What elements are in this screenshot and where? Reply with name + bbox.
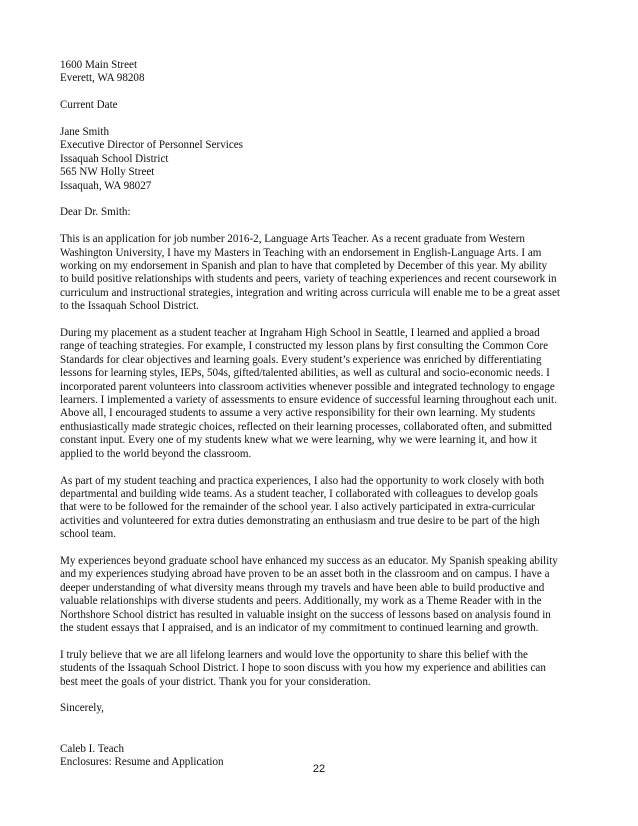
salutation xyxy=(60,206,580,219)
paragraph-4 xyxy=(60,555,580,635)
paragraph-line: My experiences beyond graduate school have enhanced my success as an educator. My Spanish speaking ability xyxy=(60,554,558,567)
paragraph-line: to build positive relationships with students and peers, variety of teaching experiences and recent coursework in xyxy=(60,273,557,286)
paragraph-line: Northshore School district has resulted in valuable insight on the success of lessons based on analysis found in xyxy=(60,608,551,621)
closing xyxy=(60,702,580,715)
recipient-city-state-zip: Issaquah, WA 98027 xyxy=(60,179,152,192)
paragraph-line: applied to the world beyond the classroom. xyxy=(60,447,252,460)
recipient-title: Executive Director of Personnel Services xyxy=(60,139,243,152)
sender-city-state-zip: Everett, WA 98208 xyxy=(60,72,145,85)
paragraph-3 xyxy=(60,475,580,542)
recipient-street: 565 NW Holly Street xyxy=(60,166,155,179)
page-number: 22 xyxy=(312,763,326,775)
paragraph-line: students of the Issaquah School District. I hope to soon discuss with you how my experience and abilities can xyxy=(60,662,546,675)
paragraph-line: working on my endorsement in Spanish and plan to have that completed by December of this year. My ability xyxy=(60,260,548,273)
paragraph-line: curriculum and instructional strategies, integration and writing across curricula will enable me to be a great asset xyxy=(60,286,560,299)
paragraph-line: incorporated parent volunteers into classroom activities whenever possible and integrated technology to engage xyxy=(60,380,555,393)
salutation-text: Dear Dr. Smith: xyxy=(60,206,131,219)
paragraph-line: departmental and building wide teams. As a student teacher, I collaborated with colleagues to develop goals xyxy=(60,487,538,500)
recipient-name: Jane Smith xyxy=(60,126,109,138)
paragraph-line: valuable relationships with diverse students and peers. Additionally, my work as a Theme Reader with in the xyxy=(60,595,542,608)
paragraph-line: range of teaching strategies. For example, I constructed my lesson plans by first consulting the Common Core xyxy=(60,340,549,353)
paragraph-line: learners. I implemented a variety of assessments to ensure evidence of successful learning throughout each unit. xyxy=(60,394,557,407)
recipient-address xyxy=(60,126,580,193)
letter-date xyxy=(60,99,580,112)
enclosures-line: Enclosures: Resume and Application xyxy=(60,755,224,768)
paragraph-line: enthusiastically made strategic choices, reflected on their learning processes, collaborated often, and submitted xyxy=(60,420,552,433)
paragraph-line: During my placement as a student teacher at Ingraham High School in Seattle, I learned and applied a broad xyxy=(60,327,540,340)
paragraph-line: best meet the goals of your district. Thank you for your consideration. xyxy=(60,675,371,688)
paragraph-1 xyxy=(60,233,580,313)
paragraph-line: Above all, I encouraged students to assume a very active responsibility for their own learning. My students xyxy=(60,407,536,420)
paragraph-5 xyxy=(60,649,580,689)
paragraph-2 xyxy=(60,327,580,461)
paragraph-line: lessons for learning styles, IEPs, 504s, gifted/talented abilities, as well as cultural and socio-economic needs. I xyxy=(60,367,550,380)
recipient-organization: Issaquah School District xyxy=(60,152,169,165)
sender-street: 1600 Main Street xyxy=(60,59,138,71)
paragraph-line: that were to be followed for the remainder of the school year. I also actively participated in extra-curricular xyxy=(60,501,535,514)
paragraph-line: the student essays that I appraised, and is an indicator of my commitment to continued learning and growth. xyxy=(60,621,539,634)
paragraph-line: activities and volunteered for extra duties demonstrating an enthusiasm and true desire to be part of the high xyxy=(60,514,540,527)
paragraph-line: deeper understanding of what diversity means through my travels and have been able to build productive and xyxy=(60,581,545,594)
date-text: Current Date xyxy=(60,99,118,112)
paragraph-line: and my experiences studying abroad have proven to be an asset both in the classroom and on campus. I have a xyxy=(60,568,550,581)
sender-address xyxy=(60,59,580,86)
paragraph-line: Washington University, I have my Masters in Teaching with an endorsement in English-Language Arts. I am xyxy=(60,246,542,259)
paragraph-line: I truly believe that we are all lifelong learners and would love the opportunity to share this belief with the xyxy=(60,648,528,661)
paragraph-line: school team. xyxy=(60,528,117,541)
paragraph-line: constant input. Every one of my students knew what we were learning, why we were learning it, and how it xyxy=(60,434,537,447)
letter-body xyxy=(60,59,580,783)
paragraph-line: This is an application for job number 2016-2, Language Arts Teacher. As a recent graduate from Western xyxy=(60,233,525,246)
paragraph-line: to the Issaquah School District. xyxy=(60,300,199,313)
signature-name: Caleb I. Teach xyxy=(60,742,125,755)
paragraph-line: Standards for clear objectives and learning goals. Every student’s experience was enriched by differentiating xyxy=(60,353,542,366)
closing-text: Sincerely, xyxy=(60,702,104,715)
paragraph-line: As part of my student teaching and practica experiences, I also had the opportunity to work closely with both xyxy=(60,474,544,487)
